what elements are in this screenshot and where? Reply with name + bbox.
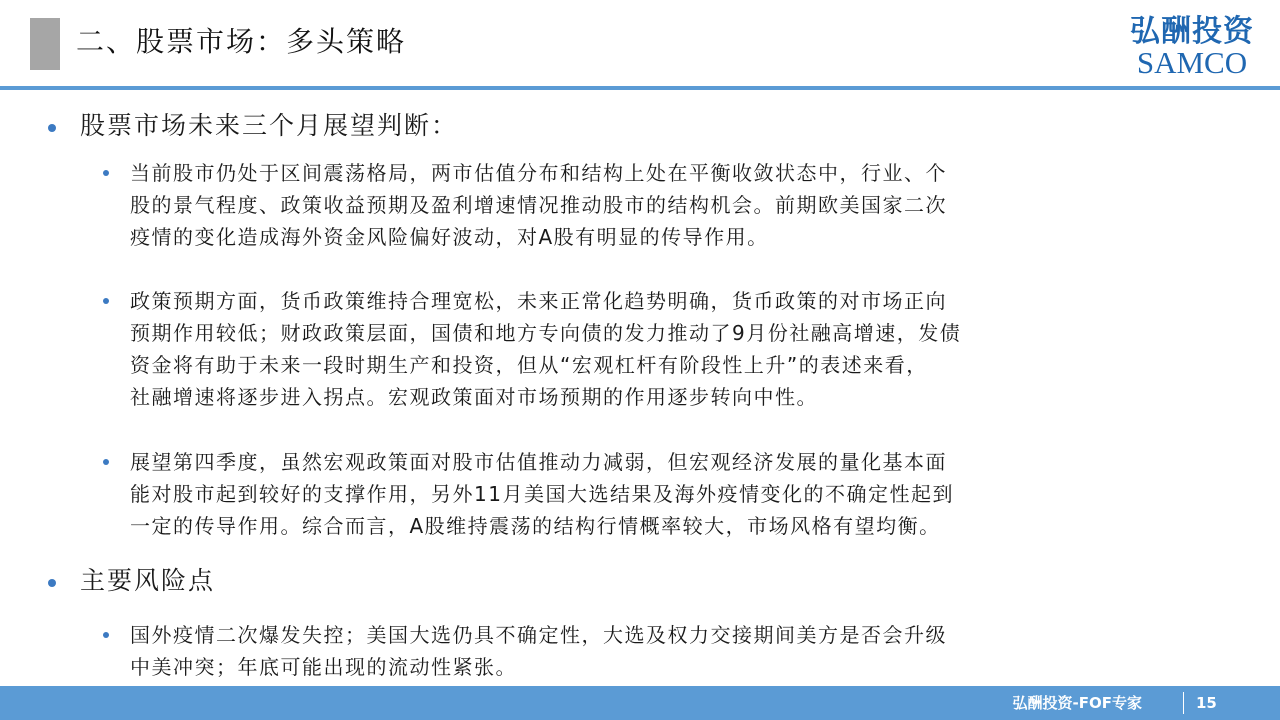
page-title: 二、股票市场：多头策略 [76, 25, 407, 58]
logo-chinese-text: 弘酬投资 [1130, 14, 1254, 49]
footer-bar [0, 686, 1280, 720]
title-accent-block [30, 18, 60, 70]
bullet-dot-icon [48, 124, 56, 132]
logo-english-text: SAMCO [1136, 45, 1248, 80]
section-heading-risks: 主要风险点 [80, 566, 216, 595]
section-heading-outlook: 股票市场未来三个月展望判断： [80, 111, 459, 140]
header-divider [0, 86, 1280, 90]
bullet-dot-icon [103, 632, 109, 638]
list-item-q4-outlook: 展望第四季度，虽然宏观政策面对股市估值推动力减弱，但宏观经济发展的量化基本面 能对股市起到较好的支撑作用，另外11月美国大选结果及海外疫情变化的不确定性起到 一定的传导作用。综合而言，A股维持震荡的结构行情概率较大，市场风格有望均衡。 [130, 450, 954, 538]
footer-divider [1183, 692, 1184, 714]
bullet-dot-icon [48, 579, 56, 587]
list-item-risks: 国外疫情二次爆发失控；美国大选仍具不确定性，大选及权力交接期间美方是否会升级 中美冲突；年底可能出现的流动性紧张。 [130, 623, 947, 679]
footer-brand: 弘酬投资-FOF专家 [1012, 694, 1142, 712]
page-number: 15 [1196, 694, 1217, 712]
company-logo [1122, 16, 1262, 78]
bullet-dot-icon [103, 170, 109, 176]
bullet-dot-icon [103, 459, 109, 465]
list-item-policy-expectation: 政策预期方面，货币政策维持合理宽松，未来正常化趋势明确，货币政策的对市场正向 预期作用较低；财政政策层面，国债和地方专向债的发力推动了9月份社融高增速，发债 资金将有助于未来一段时期生产和投资，但从“宏观杠杆有阶段性上升”的表述来看， 社融增速将逐步进入拐点。宏观政策面对市场预期的作用逐步转向中性。 [130, 289, 962, 409]
list-item-market-status: 当前股市仍处于区间震荡格局，两市估值分布和结构上处在平衡收敛状态中，行业、个 股的景气程度、政策收益预期及盈利增速情况推动股市的结构机会。前期欧美国家二次 疫情的变化造成海外资金风险偏好波动，对A股有明显的传导作用。 [130, 161, 947, 249]
bullet-dot-icon [103, 298, 109, 304]
